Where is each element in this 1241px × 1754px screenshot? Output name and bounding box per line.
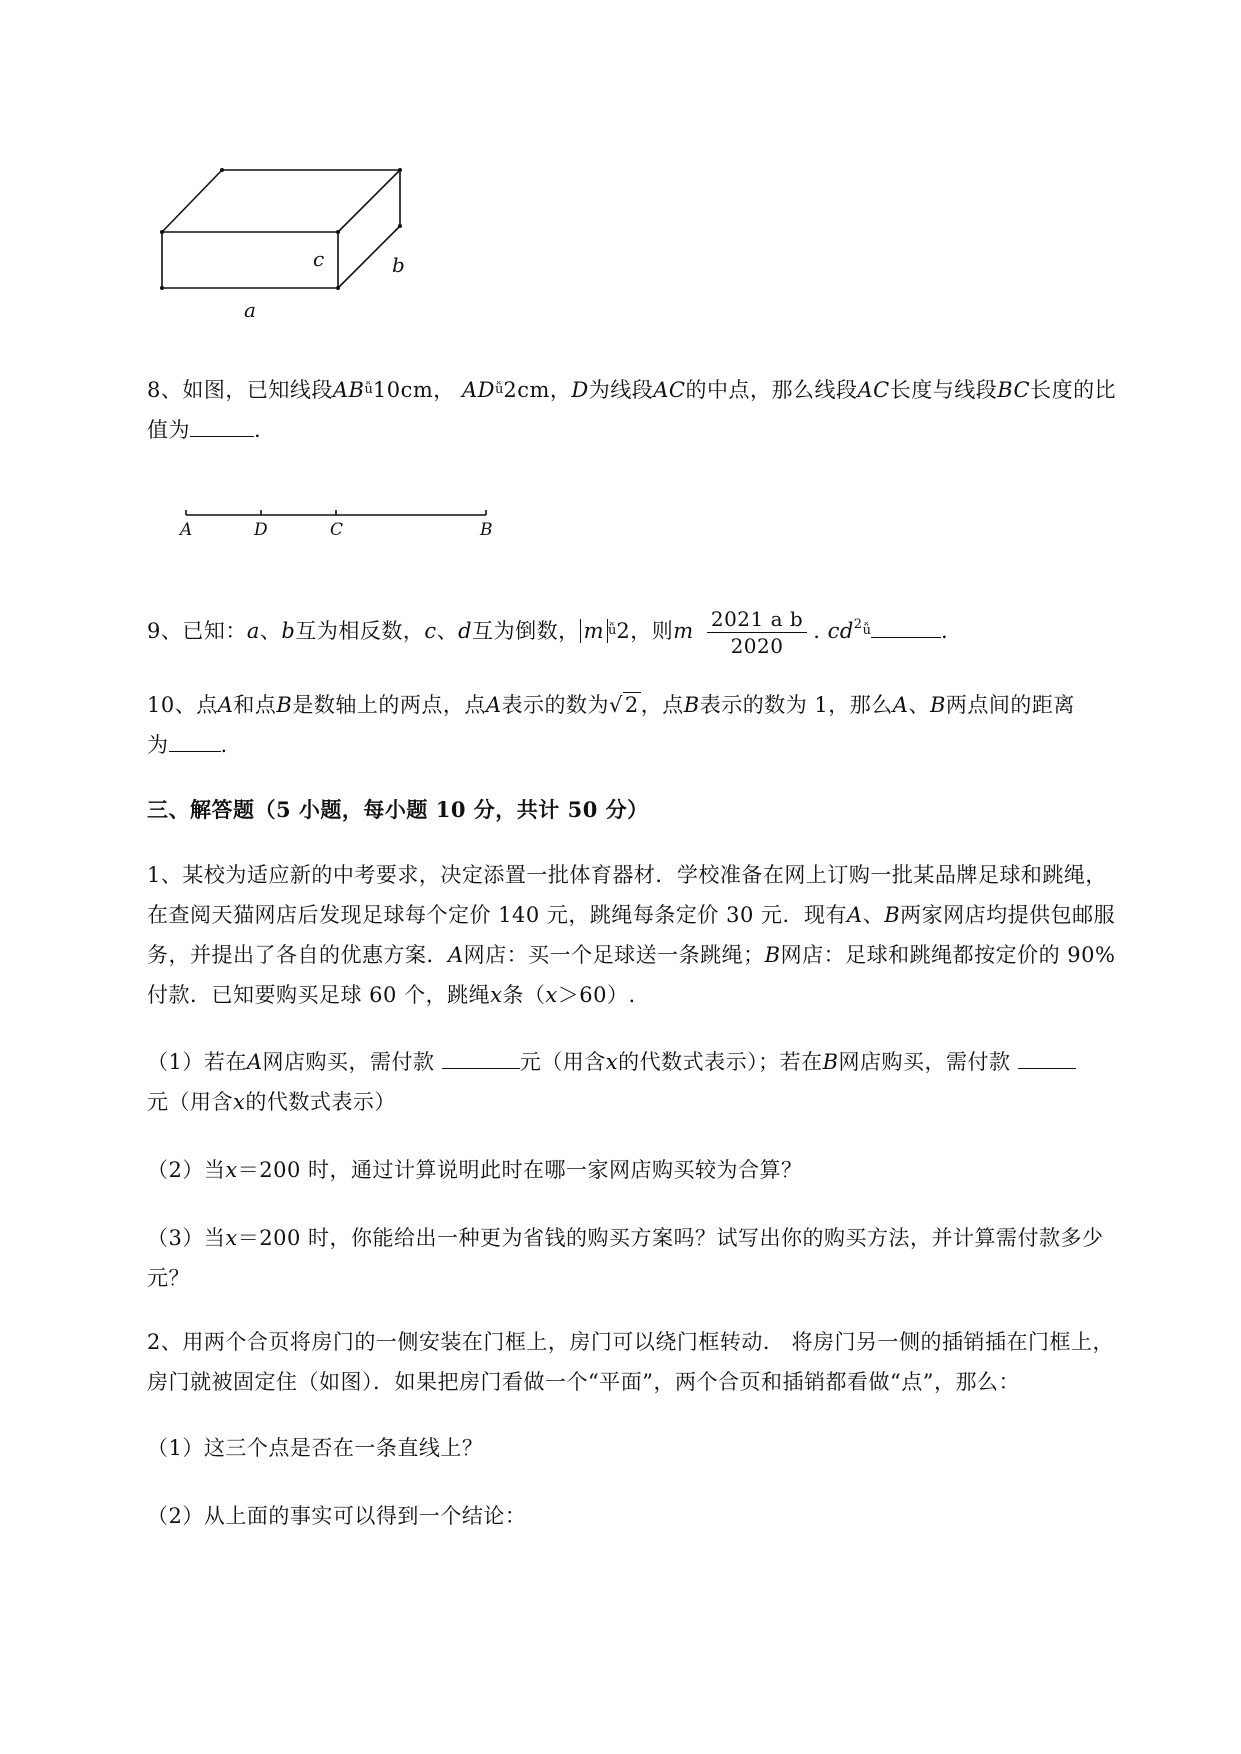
- solution-1-part-1: （1）若在A网店购买，需付款 元（用含x的代数式表示）；若在B网店购买，需付款 元（用含x的代数式表示）: [147, 1042, 1167, 1122]
- solution-2-part-1: （1）这三个点是否在一条直线上？: [147, 1436, 484, 1460]
- question-10: 10、点A和点B是数轴上的两点，点A表示的数为√2，点B表示的数为 1，那么A、B两点间的距离 为 .: [147, 685, 1167, 765]
- solution-2: 2、用两个合页将房门的一侧安装在门框上，房门可以绕门框转动． 将房门另一侧的插销插在门框上， 房门就被固定住（如图）．如果把房门看做一个“平面”，两个合页和插销都看做“点”，那么：: [147, 1330, 1115, 1394]
- solution-2-part-2: （2）从上面的事实可以得到一个结论：: [147, 1504, 527, 1528]
- segment-label-c: C: [330, 520, 344, 540]
- segment-label-b: B: [480, 520, 493, 540]
- segment-label-d: D: [254, 520, 268, 540]
- cuboid-bottom-right-depth-edge: [338, 226, 400, 288]
- question-9: 9、已知：a、b互为相反数，c、d互为倒数， m ǚ2，则m $\frac{\text{2021 a b}}{2020}$ . $cd^2ǚ$ .: [147, 607, 949, 658]
- cuboid-label-a: a: [244, 298, 256, 322]
- segment-label-a: A: [180, 520, 193, 540]
- cuboid-left-depth-edge: [162, 170, 222, 232]
- cuboid-label-b: b: [392, 253, 405, 277]
- sqrt-2: √2: [609, 693, 639, 717]
- solution-1-part-3: （3）当x＝200 时，你能给出一种更为省钱的购买方案吗？试写出你的购买方法，并计算需付款多少 元？: [147, 1226, 1104, 1290]
- q8-answer-blank[interactable]: [190, 416, 254, 437]
- solution-1-part-2: （2）当x＝200 时，通过计算说明此时在哪一家网店购买较为合算？: [147, 1158, 803, 1182]
- part1-blank-b[interactable]: [1018, 1048, 1076, 1069]
- fraction: $\frac{\text{2021 a b}}{2020}$: [707, 606, 807, 659]
- section-3-heading: 三、解答题（5 小题，每小题 10 分，共计 50 分）: [147, 797, 649, 822]
- q10-answer-blank[interactable]: [169, 731, 221, 752]
- cuboid-figure: [150, 160, 430, 330]
- segment-figure: [170, 505, 510, 555]
- solution-1: 1、某校为适应新的中考要求，决定添置一批体育器材．学校准备在网上订购一批某品牌足球和跳绳， 在查阅天猫网店后发现足球每个定价 140 元，跳绳每条定价 30 元．现有A、B两家网店均提供包邮服 务，并提出了各自的优惠方案．A网店：买一个足球送一条跳绳；B网店：足球和跳绳都按定价的 90% 付款．已知要购买足球 60 个，跳绳x条（x＞60）.: [147, 863, 1116, 1007]
- q9-answer-blank[interactable]: [871, 617, 941, 638]
- part1-blank-a[interactable]: [442, 1048, 520, 1069]
- cuboid-top-right-depth-edge: [338, 170, 400, 232]
- abs-m: m: [580, 619, 608, 643]
- question-8: 8、如图，已知线段ABǚ10cm， ADǚ2cm，D为线段AC的中点，那么线段AC长度与线段BC长度的比 值为 .: [147, 378, 1117, 442]
- cuboid-label-c: c: [313, 247, 325, 271]
